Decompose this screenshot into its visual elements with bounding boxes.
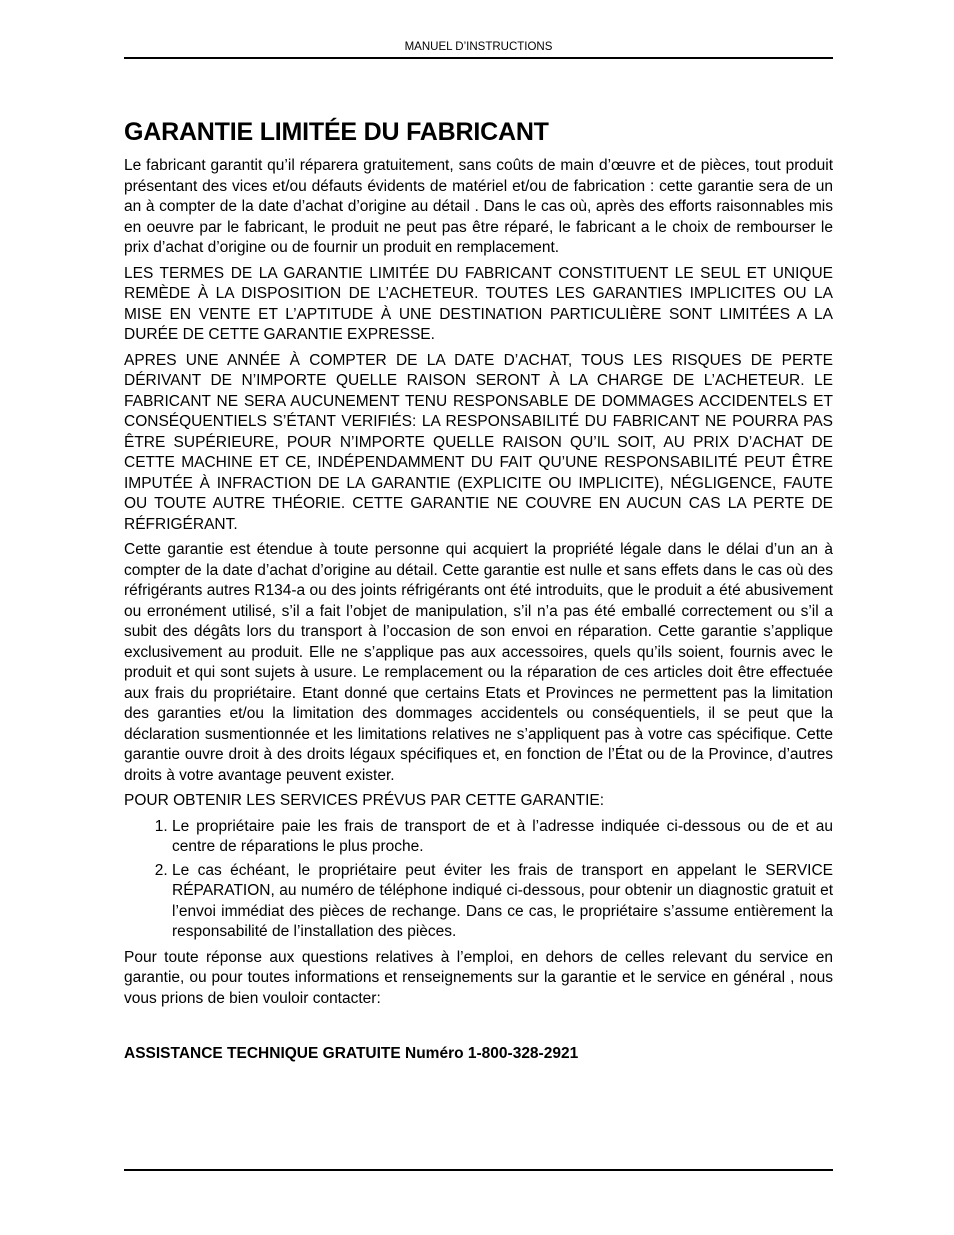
footer-divider — [124, 1169, 833, 1171]
page-title: GARANTIE LIMITÉE DU FABRICANT — [124, 118, 549, 146]
paragraph-warranty-terms: LES TERMES DE LA GARANTIE LIMITÉE DU FABRICANT CONSTITUENT LE SEUL ET UNIQUE REMÈDE À LA DISPOSITION DE L’ACHETEUR. TOUTES LES GARANTIES IMPLICITES OU LA MISE EN VENTE ET L’APTITUDE À UNE DESTINATION PARTICULIÈRE SONT LIMITÉES A LA DURÉE DE CETTE GARANTIE EXPRESSE. — [124, 264, 833, 343]
page-header-title: MANUEL D’INSTRUCTIONS — [404, 41, 553, 53]
document-body — [124, 116, 833, 1064]
services-list — [124, 817, 833, 943]
paragraph-warranty-intro: Le fabricant garantit qu’il réparera gratuitement, sans coûts de main d’œuvre et de pièces, tout produit présentant des vices et/ou défauts évidents de matériel et/ou de fabrication : cette garantie sera de un an à compter de la date d’achat d’origine au détail . Dans le cas où, après des efforts raisonnables mis en oeuvre par le fabricant, le produit ne peut pas être réparé, le fabricant a le choix de rembourser le prix d’achat d’origine ou de fournir un produit en remplacement. — [124, 157, 833, 256]
list-item: 1. Le propriétaire paie les frais de transport de et à l’adresse indiquée ci-dessous ou de et au centre de réparations le plus proche. — [172, 817, 833, 858]
header-divider — [124, 57, 833, 59]
assistance-phone: ASSISTANCE TECHNIQUE GRATUITE Numéro 1-800-328-2921 — [124, 1045, 579, 1062]
paragraph-coverage: Cette garantie est étendue à toute personne qui acquiert la propriété légale dans le délai d’un an à compter de la date d’achat d’origine au détail. Cette garantie est nulle et sans effets dans le cas où des réfrigérants autres R134-a ou des joints réfrigérants ont été introduits, que le produit a été abusivement ou erronément utilisé, s’il a fait l’objet de manipulation, s’il n’a pas été emballé correctement ou s’il a subit des dégâts lors du transport à l’occasion de son envoi en réparation. Cette garantie s’applique exclusivement au produit. Elle ne s’applique pas aux accessoires, quels qu’ils soient, fournis avec le produit et qui sont sujets à usure. Le remplacement ou la réparation de ces articles doit être effectuée aux frais du propriétaire. Etant donné que certains Etats et Provinces ne permettent pas la limitation des garanties et/ou la limitation des dommages accidentels ou conséquentiels, il se peut que la déclaration susmentionnée et les limitations relatives ne s’appliquent pas à votre cas spécifique. Cette garantie ouvre droit à des droits légaux spécifiques et, en fonction de l’État ou de la Province, d’autres droits à votre avantage peuvent exister. — [124, 541, 833, 784]
list-item: 2. Le cas échéant, le propriétaire peut éviter les frais de transport en appelant le SERVICE RÉPARATION, au numéro de téléphone indiqué ci-dessous, pour obtenir un diagnostic gratuit et l’envoi immédiat des pièces de rechange. Dans ce cas, le propriétaire s’assume entièrement la responsabilité de l’installation des pièces. — [172, 861, 833, 943]
paragraph-services-heading: POUR OBTENIR LES SERVICES PRÉVUS PAR CETTE GARANTIE: — [124, 792, 605, 809]
paragraph-liability: APRES UNE ANNÉE À COMPTER DE LA DATE D’ACHAT, TOUS LES RISQUES DE PERTE DÉRIVANT DE N’IMPORTE QUELLE RAISON SERONT À LA CHARGE DE L’ACHETEUR. LE FABRICANT NE SERA AUCUNEMENT TENU RESPONSABLE DE DOMMAGES ACCIDENTELS ET CONSÉQUENTIELS S’ÉTANT VERIFIÉS: LA RESPONSABILITÉ DU FABRICANT NE POURRA PAS ÊTRE SUPÉRIEURE, POUR N’IMPORTE QUELLE RAISON QU’IL SOIT, AU PRIX D’ACHAT DE CETTE MACHINE ET CE, INDÉPENDAMMENT DU FAIT QU’UNE RESPONSABILITÉ PEUT ÊTRE IMPUTÉE À INFRACTION DE LA GARANTIE (EXPLICITE OU IMPLICITE), NÉGLIGENCE, FAUTE OU TOUTE AUTRE THÉORIE. CETTE GARANTIE NE COUVRE EN AUCUN CAS LA PERTE DE RÉFRIGÉRANT. — [124, 351, 833, 533]
paragraph-contact: Pour toute réponse aux questions relatives à l’emploi, en dehors de celles relevant du service en garantie, ou pour toutes informations et renseignements sur la garantie et le service en général , nous vous prions de bien vouloir contacter: — [124, 948, 833, 1007]
